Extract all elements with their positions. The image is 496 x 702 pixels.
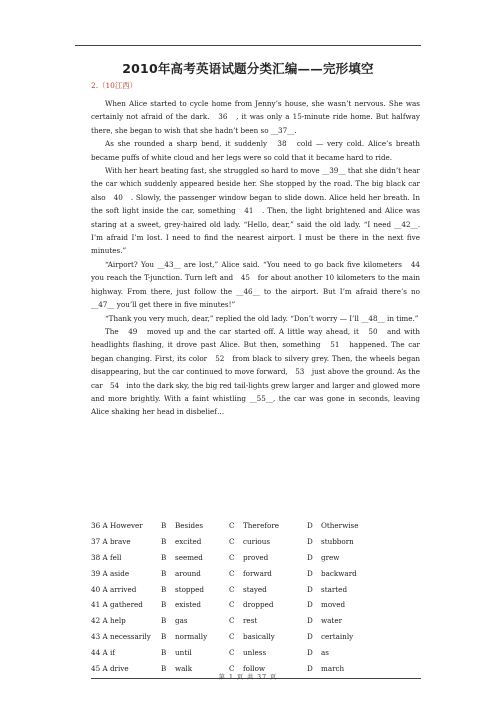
option-letter: C xyxy=(229,647,235,657)
option-letter: A xyxy=(102,552,108,562)
option-word: unless xyxy=(243,647,267,657)
option-word: Otherwise xyxy=(321,521,359,531)
option-b xyxy=(161,521,229,530)
option-word: fell xyxy=(109,552,122,562)
option-b xyxy=(161,616,229,625)
option-c xyxy=(229,648,307,657)
option-row xyxy=(91,550,421,566)
option-word: seemed xyxy=(175,552,203,562)
option-word: follow xyxy=(243,663,266,673)
option-number: 42 xyxy=(91,616,101,626)
option-word: walk xyxy=(175,663,193,673)
option-a xyxy=(91,600,161,609)
option-letter: C xyxy=(229,521,235,531)
option-number: 37 xyxy=(91,537,101,547)
option-b xyxy=(161,553,229,562)
option-c xyxy=(229,632,307,641)
option-c xyxy=(229,521,307,530)
option-letter: B xyxy=(161,521,167,531)
option-letter: A xyxy=(102,584,108,594)
option-c xyxy=(229,600,307,609)
option-row xyxy=(91,534,421,550)
option-letter: D xyxy=(307,584,313,594)
option-row xyxy=(91,565,421,581)
option-word: However xyxy=(109,521,143,531)
option-letter: B xyxy=(161,616,167,626)
page-title: 2010年高考英语试题分类汇编——完形填空 xyxy=(122,61,374,76)
option-a xyxy=(91,569,161,578)
option-letter: D xyxy=(307,600,313,610)
option-letter: A xyxy=(102,600,108,610)
option-letter: C xyxy=(229,552,235,562)
option-letter: B xyxy=(161,647,167,657)
paragraph-6: The 49 moved up and the car started off. A little way ahead, it 50 and with headlights flashing, it drove past Alice. But then, something 51 happened. The car began changing. First, its color 52 from black to silvery grey. Then, the wheels began disappearing, but the car continued to move forward, 53 just above the ground. As the car 54 into the dark sky, the big red tail-lights grew larger and larger and glowed more and more brightly. With a faint whistling __55__, the car was gone in seconds, leaving Alice shaking her head in disbelief… xyxy=(91,326,420,417)
option-word: stayed xyxy=(243,584,267,594)
option-b xyxy=(161,632,229,641)
option-b xyxy=(161,600,229,609)
option-d xyxy=(307,632,407,641)
option-letter: C xyxy=(229,616,235,626)
passage xyxy=(91,97,428,419)
question-number: 2.（10江西） xyxy=(91,81,138,90)
option-letter: A xyxy=(102,568,108,578)
option-c xyxy=(229,553,307,562)
option-letter: B xyxy=(161,631,167,641)
option-a xyxy=(91,648,161,657)
option-letter: C xyxy=(229,584,235,594)
paragraph-3: With her heart beating fast, she struggled so hard to move __39__ that she didn’t hear the car which suddenly appeared beside her. She stopped by the road. The big black car also 40 . Slowly, the passenger window began to slide down. Alice held her breath. In the soft light inside the car, something 41 . Then, the light brightened and Alice was staring at a sweet, grey-haired old lady. “Hello, dear,” said the old lady. “I need __42__. I’m afraid I’m lost. I need to find the nearest airport. I must be there in the next five minutes.” xyxy=(91,166,420,256)
option-letter: D xyxy=(307,552,313,562)
option-letter: D xyxy=(307,647,313,657)
option-row xyxy=(91,597,421,613)
option-letter: B xyxy=(161,584,167,594)
option-word: moved xyxy=(321,600,346,610)
option-letter: A xyxy=(102,647,108,657)
option-row xyxy=(91,613,421,629)
option-letter: C xyxy=(229,631,235,641)
option-number: 40 xyxy=(91,584,101,594)
top-rule xyxy=(75,45,421,46)
option-letter: D xyxy=(307,537,313,547)
option-letter: A xyxy=(102,521,108,531)
option-d xyxy=(307,521,407,530)
option-d xyxy=(307,553,407,562)
option-row xyxy=(91,644,421,660)
option-word: excited xyxy=(175,537,202,547)
option-row xyxy=(91,629,421,645)
options-list xyxy=(91,518,421,679)
option-letter: D xyxy=(307,521,313,531)
page-footer: 第 1 页 共 37 页 xyxy=(218,674,278,681)
option-letter: B xyxy=(161,537,167,547)
option-word: gas xyxy=(175,616,188,626)
paragraph-5: “Thank you very much, dear,” replied the old lady. “Don’t worry — I’ll __48__ in time.” xyxy=(105,313,419,323)
option-word: until xyxy=(175,647,192,657)
option-b xyxy=(161,569,229,578)
option-number: 39 xyxy=(91,568,101,578)
option-d xyxy=(307,569,407,578)
option-word: rest xyxy=(243,616,258,626)
option-word: proved xyxy=(243,552,269,562)
option-letter: B xyxy=(161,568,167,578)
option-row xyxy=(91,581,421,597)
option-d xyxy=(307,585,407,594)
option-letter: D xyxy=(307,616,313,626)
option-number: 36 xyxy=(91,521,101,531)
option-word: started xyxy=(321,584,348,594)
option-letter: A xyxy=(102,663,108,673)
option-c xyxy=(229,616,307,625)
option-a xyxy=(91,553,161,562)
option-word: if xyxy=(109,647,115,657)
option-word: Therefore xyxy=(243,521,280,531)
option-word: grew xyxy=(321,552,340,562)
option-word: Besides xyxy=(175,521,204,531)
option-letter: A xyxy=(102,537,108,547)
option-letter: B xyxy=(161,600,167,610)
option-word: arrived xyxy=(109,584,137,594)
option-word: gathered xyxy=(109,600,143,610)
option-a xyxy=(91,632,161,641)
option-word: existed xyxy=(175,600,202,610)
option-letter: B xyxy=(161,552,167,562)
option-word: forward xyxy=(243,568,272,578)
option-b xyxy=(161,585,229,594)
option-number: 38 xyxy=(91,552,101,562)
option-word: certainly xyxy=(321,631,354,641)
option-letter: C xyxy=(229,663,235,673)
option-number: 44 xyxy=(91,647,101,657)
paragraph-4: “Airport? You __43__ are lost,” Alice said. “You need to go back five kilometers 44 you reach the T-junction. Turn left and 45 for about another 10 kilometers to the main highway. From there, just follow the __46__ to the airport. But I’m afraid there’s no __47__ you’ll get there in five minutes!” xyxy=(91,259,428,310)
option-letter: A xyxy=(102,616,108,626)
option-b xyxy=(161,648,229,657)
option-d xyxy=(307,616,407,625)
option-word: water xyxy=(321,616,343,626)
option-d xyxy=(307,648,407,657)
option-word: brave xyxy=(109,537,131,547)
option-word: stopped xyxy=(175,584,204,594)
option-row xyxy=(91,518,421,534)
option-d xyxy=(307,600,407,609)
option-a xyxy=(91,616,161,625)
option-letter: B xyxy=(161,663,167,673)
option-letter: D xyxy=(307,631,313,641)
option-word: march xyxy=(321,663,345,673)
option-word: around xyxy=(175,568,201,578)
option-word: drive xyxy=(109,663,129,673)
option-word: as xyxy=(321,647,329,657)
option-number: 43 xyxy=(91,631,101,641)
option-word: normally xyxy=(175,631,208,641)
option-letter: C xyxy=(229,568,235,578)
option-c xyxy=(229,537,307,546)
option-a xyxy=(91,537,161,546)
option-c xyxy=(229,585,307,594)
option-d xyxy=(307,537,407,546)
option-word: aside xyxy=(109,568,130,578)
option-b xyxy=(161,537,229,546)
paragraph-2: As she rounded a sharp bend, it suddenly 38 cold — very cold. Alice’s breath became puffs of white cloud and her legs were so cold that it became hard to ride. xyxy=(91,139,420,162)
option-letter: A xyxy=(102,631,108,641)
option-letter: C xyxy=(229,537,235,547)
paragraph-1: When Alice started to cycle home from Jenny’s house, she wasn’t nervous. She was certainly not afraid of the dark. 36 , it was only a 15-minute ride home. But halfway there, she began to wish that she hadn’t been so __37__. xyxy=(91,99,420,135)
option-a xyxy=(91,585,161,594)
option-c xyxy=(229,569,307,578)
option-a xyxy=(91,521,161,530)
option-number: 45 xyxy=(91,663,101,673)
option-word: dropped xyxy=(243,600,274,610)
option-number: 41 xyxy=(91,600,101,610)
option-word: help xyxy=(109,616,126,626)
option-letter: D xyxy=(307,663,313,673)
option-word: curious xyxy=(243,537,271,547)
option-word: stubborn xyxy=(321,537,354,547)
option-word: basically xyxy=(243,631,275,641)
option-letter: C xyxy=(229,600,235,610)
option-word: backward xyxy=(321,568,357,578)
option-letter: D xyxy=(307,568,313,578)
option-word: necessarily xyxy=(109,631,151,641)
